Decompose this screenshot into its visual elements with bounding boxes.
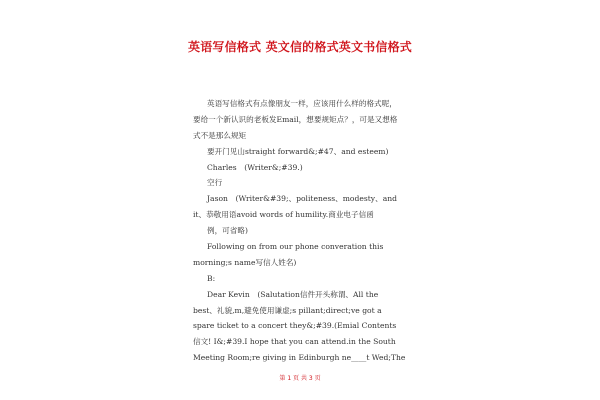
document-title: 英语写信格式 英文信的格式英文书信格式 (188, 40, 412, 54)
body-line: 例，可省略) (207, 226, 248, 236)
page-number-footer: 第 1 页 共 3 页 (279, 375, 321, 382)
body-line: Following on from our phone converation this (207, 242, 384, 252)
body-line: Jason (Writer&#39;、politeness、modesty、and (207, 194, 397, 204)
body-line: Meeting Room;re giving in Edinburgh ne____t Wed;The (193, 353, 406, 363)
body-line: Charles (Writer&;#39.) (207, 162, 303, 172)
body-line: 式不是那么规矩 (193, 130, 247, 140)
body-line: Dear Kevin (Salutation信件开头称谓、All the (207, 289, 379, 299)
body-line: best、礼貌,m,避免使用谦虚;s pillant;direct;ve got a (193, 305, 382, 315)
body-line: it、恭敬用语avoid words of humility.商业电子信函 (193, 210, 374, 220)
body-line: 要给一个新认识的老板发Email，想要规矩点？，可是又想格 (193, 114, 398, 124)
body-line: 英语写信格式有点像朋友一样，应该用什么样的格式呢， (207, 99, 397, 108)
body-line: morning;s name写信人姓名) (193, 257, 297, 267)
body-line: 要开门见山straight forward&;#47、and esteem) (207, 146, 389, 156)
body-line: 空行 (207, 178, 223, 188)
body-line: 信文! I&;#39.I hope that you can attend.in the South (193, 337, 396, 347)
body-line: B: (207, 273, 216, 283)
document-body (193, 96, 411, 366)
body-line: spare ticket to a concert they&;#39.(Emial Contents (193, 321, 397, 331)
